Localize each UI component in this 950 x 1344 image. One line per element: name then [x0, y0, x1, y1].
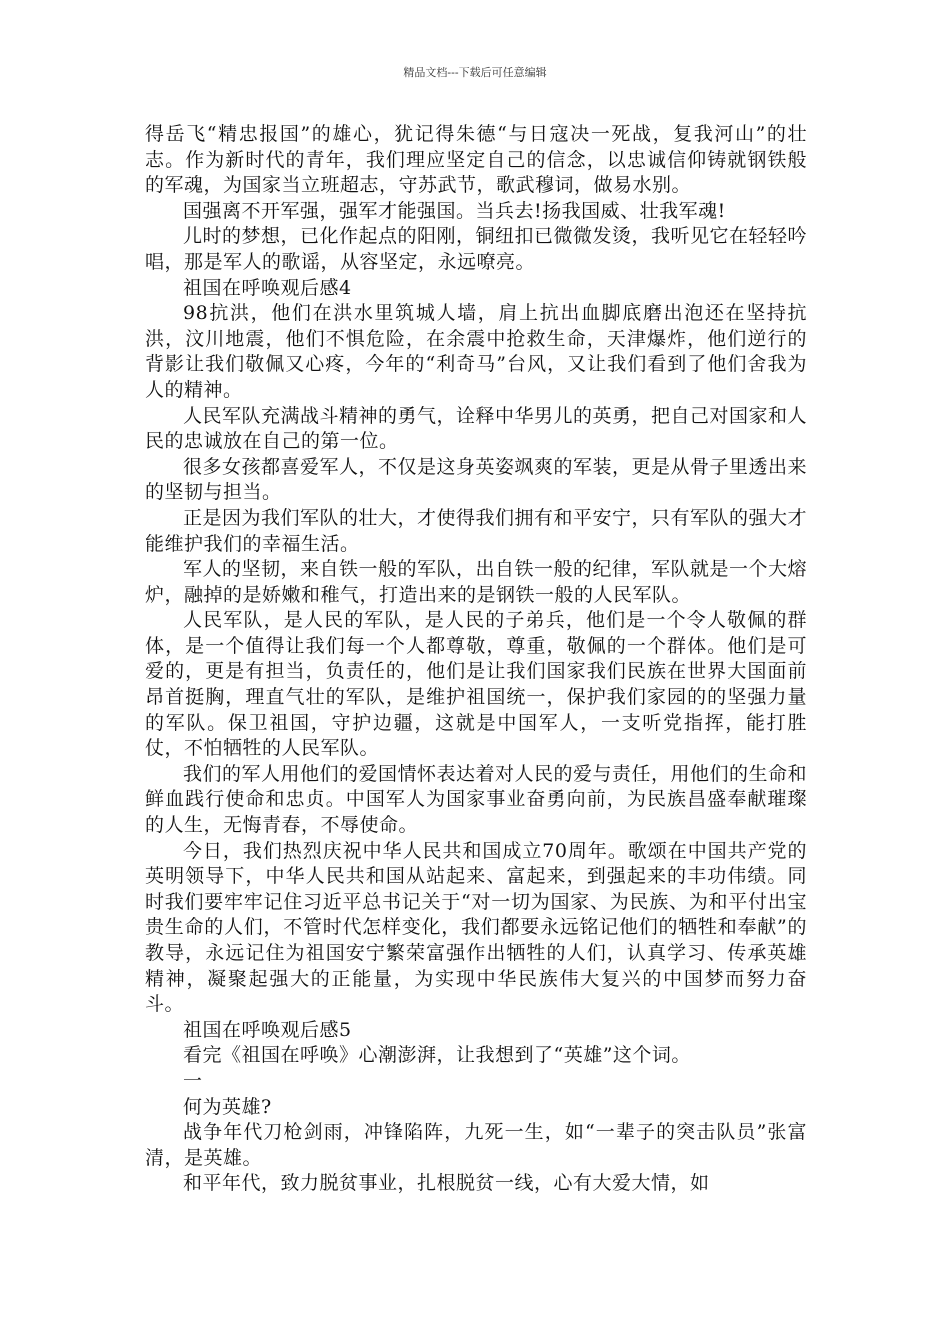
paragraph: 很多女孩都喜爱军人，不仅是这身英姿飒爽的军装，更是从骨子里透出来的坚韧与担当。 [145, 455, 808, 504]
paragraph: 今日，我们热烈庆祝中华人民共和国成立70周年。歌颂在中国共产党的英明领导下，中华人民共和国从站起来、富起来，到强起来的丰功伟绩。同时我们要牢牢记住习近平总书记关于“对一切为国家、为民族、为和平付出宝贵生命的人们，不管时代怎样变化，我们都要永远铭记他们的牺牲和奉献”的教导，永远记住为祖国安宁繁荣富强作出牺牲的人们，认真学习、传承英雄精神，凝聚起强大的正能量，为实现中华民族伟大复兴的中国梦而努力奋斗。 [145, 839, 807, 1016]
paragraph: 我们的军人用他们的爱国情怀表达着对人民的爱与责任，用他们的生命和鲜血践行使命和忠贞。中国军人为国家事业奋勇向前，为民族昌盛奉献璀璨的人生，无悔青春，不辱使命。 [145, 762, 808, 837]
paragraph: 看完《祖国在呼唤》心潮澎湃，让我想到了“英雄”这个词。 [183, 1044, 691, 1067]
section-heading: 祖国在呼唤观后感4 [183, 276, 352, 299]
paragraph: 正是因为我们军队的壮大，才使得我们拥有和平安宁，只有军队的强大才能维护我们的幸福生活。 [145, 506, 808, 555]
paragraph: 和平年代，致力脱贫事业，扎根脱贫一线，心有大爱大情，如 [183, 1172, 710, 1195]
page-header: 精品文档---下载后可任意编辑 [403, 66, 547, 79]
paragraph: 一 [183, 1069, 203, 1092]
document-body [145, 122, 807, 1197]
paragraph: 何为英雄? [183, 1095, 272, 1118]
paragraph: 国强离不开军强，强军才能强国。当兵去!扬我国威、壮我军魂! [183, 199, 726, 222]
paragraph: 人民军队，是人民的军队，是人民的子弟兵，他们是一个令人敬佩的群体，是一个值得让我们每一个人都尊敬，尊重，敬佩的一个群体。他们是可爱的，更是有担当，负责任的，他们是让我们国家我们民族在世界大国面前昂首挺胸，理直气壮的军队，是维护祖国统一，保护我们家园的的坚强力量的军队。保卫祖国，守护边疆，这就是中国军人，一支听党指挥，能打胜仗，不怕牺牲的人民军队。 [145, 609, 807, 760]
paragraph: 得岳飞“精忠报国”的雄心，犹记得朱德“与日寇决一死战，复我河山”的壮志。作为新时代的青年，我们理应坚定自己的信念，以忠诚信仰铸就钢铁般的军魂，为国家当立班超志，守苏武节，歌武穆词，做易水别。 [145, 123, 807, 197]
paragraph: 军人的坚韧，来自铁一般的军队，出自铁一般的纪律，军队就是一个大熔炉，融掉的是娇嫩和稚气，打造出来的是钢铁一般的人民军队。 [145, 558, 808, 606]
paragraph: 儿时的梦想，已化作起点的阳刚，铜纽扣已微微发烫，我听见它在轻轻吟唱，那是军人的歌谣，从容坚定，永远嘹亮。 [145, 225, 808, 273]
paragraph: 98抗洪，他们在洪水里筑城人墙，肩上抗出血脚底磨出泡还在坚持抗洪，汶川地震，他们不惧危险，在余震中抢救生命，天津爆炸，他们逆行的背影让我们敬佩又心疼，今年的“利奇马”台风，又让我们看到了他们舍我为人的精神。 [145, 302, 807, 401]
section-heading: 祖国在呼唤观后感5 [183, 1018, 352, 1041]
paragraph: 战争年代刀枪剑雨，冲锋陷阵，九死一生，如“一辈子的突击队员”张富清，是英雄。 [145, 1121, 807, 1169]
paragraph: 人民军队充满战斗精神的勇气，诠释中华男儿的英勇，把自己对国家和人民的忠诚放在自己的第一位。 [145, 404, 808, 453]
